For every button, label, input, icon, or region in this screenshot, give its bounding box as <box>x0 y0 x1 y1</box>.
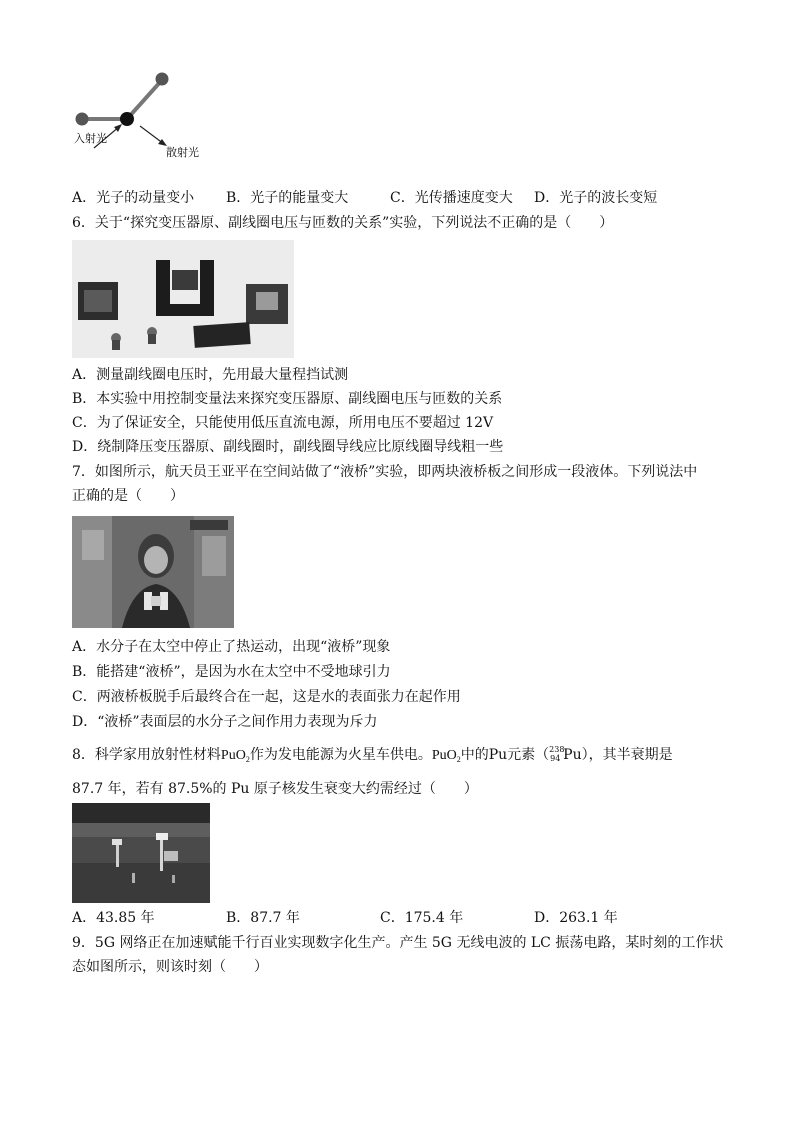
q8-formula-sub: 2 <box>245 755 250 764</box>
q8-formula-base: PuO <box>220 748 246 763</box>
transformer-illustration <box>72 240 294 358</box>
q7-stem-line1: 7．如图所示，航天员王亚平在空间站做了“液桥”实验，即两块液桥板之间形成一段液体。下列说法中 <box>72 464 698 480</box>
scattering-diagram <box>72 68 222 180</box>
q8-options <box>72 908 732 928</box>
transformer-apparatus-photo <box>72 240 294 358</box>
q7-stem-line2: 正确的是（ ） <box>72 488 184 504</box>
q8-option-b: B．87.7 年 <box>226 910 300 926</box>
scattered-light-label: 散射光 <box>166 146 199 159</box>
q8-stem-line2: 87.7 年，若有 87.5%的 Pu 原子核发生衰变大约需经过（ ） <box>72 781 478 797</box>
q8-option-a: A．43.85 年 <box>72 910 155 926</box>
q6-option-a: A．测量副线圈电压时，先用最大量程挡试测 <box>72 367 349 383</box>
q8-formula-puo2 <box>221 748 250 763</box>
incident-light-label: 入射光 <box>74 132 107 145</box>
q9-stem-line1: 9．5G 网络正在加速赋能千行百业实现数字化生产。产生 5G 无线电波的 LC 振荡电路，某时刻的工作状 <box>72 935 724 951</box>
q8-formula-puo2-second <box>432 748 461 763</box>
q8-option-d: D．263.1 年 <box>534 910 618 926</box>
q7-option-d: D．“液桥”表面层的水分子之间作用力表现为斥力 <box>72 714 378 730</box>
q7-option-b: B．能搭建“液桥”，是因为水在太空中不受地球引力 <box>72 664 391 680</box>
q8-isotope-element: Pu <box>563 747 582 763</box>
q8-isotope-notation <box>549 745 563 765</box>
q5-option-c: C．光传播速度变大 <box>390 190 513 206</box>
q8-atomic-number: 94 <box>550 754 561 763</box>
q8-stem-part3: 中的 <box>460 747 489 763</box>
q8-stem-part2: 作为发电能源为火星车供电。 <box>249 747 432 763</box>
q9-stem-line2: 态如图所示，则该时刻（ ） <box>72 959 268 975</box>
liquid-bridge-photo <box>72 516 234 628</box>
q6-stem: 6．关于“探究变压器原、副线圈电压与匝数的关系”实验，下列说法不正确的是（ ） <box>72 215 614 231</box>
q8-stem-line1 <box>72 745 673 770</box>
q6-option-c: C．为了保证安全，只能使用低压直流电源，所用电压不要超过 12V <box>72 415 494 431</box>
q5-option-a: A．光子的动量变小 <box>72 190 195 206</box>
q5-options <box>72 188 732 208</box>
q6-option-b: B．本实验中用控制变量法来探究变压器原、副线圈电压与匝数的关系 <box>72 391 503 407</box>
mars-rover-illustration <box>72 803 210 903</box>
photon-scattering-figure <box>72 68 222 180</box>
q8-stem-part1: 8．科学家用放射性材料 <box>72 747 221 763</box>
q8-formula-base-2: PuO <box>431 748 457 763</box>
q5-option-b: B．光子的能量变大 <box>226 190 349 206</box>
q8-element: Pu <box>488 747 508 763</box>
mars-rover-photo <box>72 803 210 903</box>
q8-stem-part4: 元素（ <box>507 747 550 763</box>
q6-option-d: D．绕制降压变压器原、副线圈时，副线圈导线应比原线圈导线粗一些 <box>72 439 504 455</box>
q8-option-c: C．175.4 年 <box>380 910 464 926</box>
liquid-bridge-illustration <box>72 516 234 628</box>
q5-option-d: D．光子的波长变短 <box>534 190 658 206</box>
q7-option-c: C．两液桥板脱手后最终合在一起，这是水的表面张力在起作用 <box>72 689 461 705</box>
q8-mass-number: 238 <box>549 745 565 754</box>
q8-formula-sub-2: 2 <box>456 755 461 764</box>
q8-stem-part5: ），其半衰期是 <box>581 747 673 763</box>
q7-option-a: A．水分子在太空中停止了热运动，出现“液桥”现象 <box>72 639 391 655</box>
